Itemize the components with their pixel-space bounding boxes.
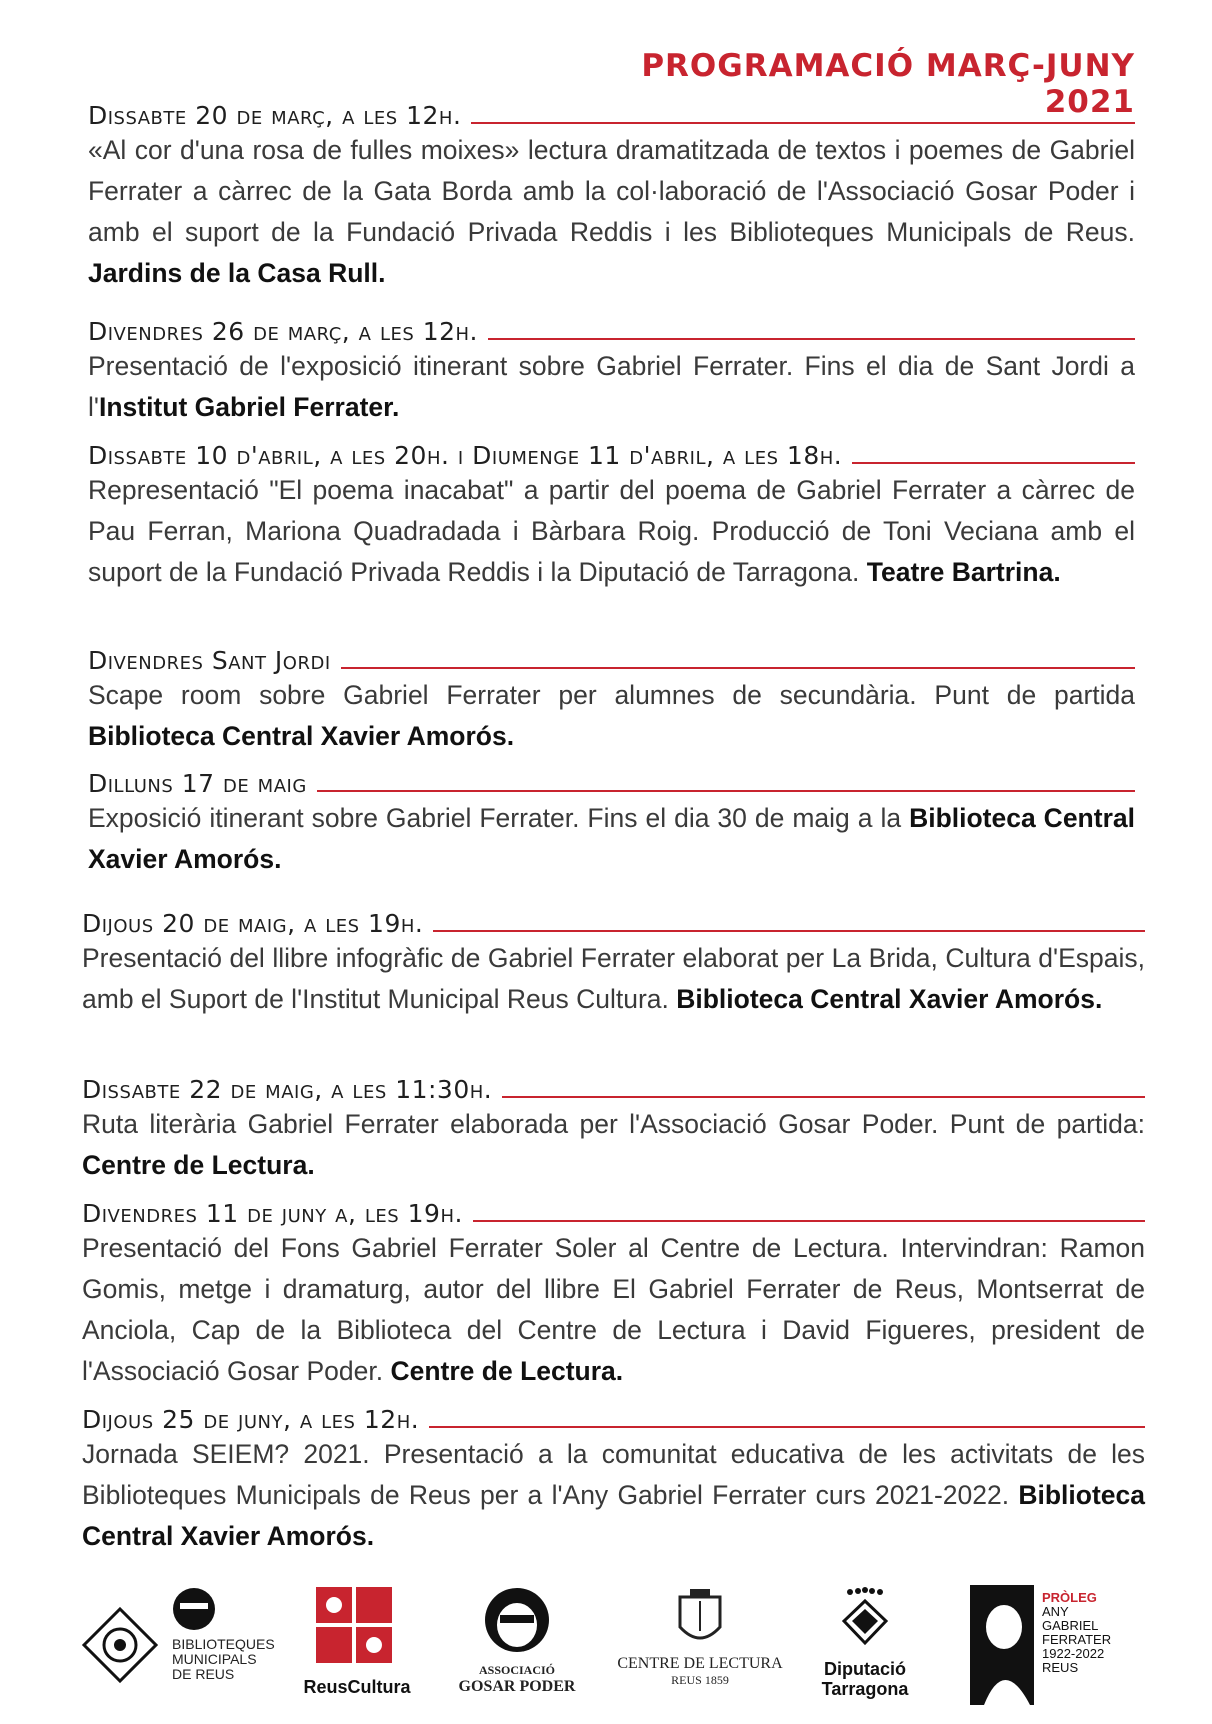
event-heading bbox=[88, 308, 1135, 346]
page-title: PROGRAMACIÓ MARÇ-JUNY 2021 bbox=[641, 48, 1135, 120]
event-venue: Biblioteca Central Xavier Amorós. bbox=[88, 721, 515, 751]
event-heading bbox=[88, 760, 1135, 798]
event-description bbox=[82, 938, 1145, 1020]
event-venue: Biblioteca Central Xavier Amorós. bbox=[88, 803, 1135, 874]
face-silhouette-icon bbox=[482, 1585, 552, 1655]
logo-text: ASSOCIACIÓ bbox=[478, 1663, 556, 1677]
logo-text: DE REUS bbox=[172, 1666, 235, 1682]
red-rule bbox=[317, 790, 1135, 792]
crest-icon bbox=[675, 1587, 725, 1649]
logo-text: 1922-2022 bbox=[1042, 1646, 1105, 1661]
event-item bbox=[88, 637, 1135, 757]
event-venue: Teatre Bartrina. bbox=[866, 557, 1061, 587]
event-heading bbox=[88, 637, 1135, 675]
event-description bbox=[88, 675, 1135, 757]
event-venue: Biblioteca Central Xavier Amorós. bbox=[82, 1480, 1145, 1551]
event-item bbox=[82, 900, 1145, 1020]
event-heading bbox=[82, 1066, 1145, 1104]
event-heading bbox=[82, 900, 1145, 938]
red-rule bbox=[429, 1426, 1145, 1428]
event-venue: Biblioteca Central Xavier Amorós. bbox=[676, 984, 1103, 1014]
event-venue: Centre de Lectura. bbox=[390, 1356, 624, 1386]
logo-text: ReusCultura bbox=[303, 1677, 411, 1697]
event-date: Dijous 25 de juny, a les 12h. bbox=[82, 1405, 420, 1434]
logo-text: REUS 1859 bbox=[671, 1673, 729, 1687]
portrait-silhouette-icon bbox=[970, 1585, 1034, 1705]
sponsor-logos bbox=[70, 1585, 1150, 1705]
logo-text: REUS bbox=[1042, 1660, 1079, 1675]
event-description bbox=[82, 1434, 1145, 1557]
proleg-logo bbox=[970, 1585, 1150, 1705]
event-venue: Institut Gabriel Ferrater. bbox=[98, 392, 400, 422]
centre-lectura-logo bbox=[610, 1585, 790, 1705]
reuscultura-logo bbox=[292, 1585, 422, 1705]
event-heading bbox=[82, 1396, 1145, 1434]
event-description bbox=[88, 346, 1135, 428]
red-rule bbox=[341, 667, 1135, 669]
event-text: Scape room sobre Gabriel Ferrater per alumnes de secundària. Punt de partida bbox=[88, 680, 1135, 710]
biblioteques-logo bbox=[80, 1585, 290, 1705]
event-description bbox=[88, 470, 1135, 593]
logo-text: GABRIEL bbox=[1042, 1618, 1099, 1633]
logo-text: CENTRE DE LECTURA bbox=[617, 1655, 783, 1672]
event-date: Divendres 26 de març, a les 12h. bbox=[88, 317, 479, 346]
event-text: Ruta literària Gabriel Ferrater elaborada per l'Associació Gosar Poder. Punt de partida: bbox=[82, 1109, 1145, 1139]
biblioteques-emblem-icon bbox=[80, 1605, 160, 1685]
gosar-poder-logo bbox=[442, 1585, 592, 1705]
event-text: Exposició itinerant sobre Gabriel Ferrater. Fins el dia 30 de maig a la bbox=[88, 803, 910, 833]
event-text: Presentació de l'exposició itinerant sobre Gabriel Ferrater. Fins el dia de Sant Jordi a l' bbox=[88, 351, 1135, 422]
event-venue: Jardins de la Casa Rull. bbox=[88, 258, 386, 288]
event-item bbox=[88, 308, 1135, 428]
event-item bbox=[88, 432, 1135, 593]
red-rule bbox=[433, 930, 1145, 932]
event-item bbox=[82, 1066, 1145, 1186]
reuscultura-emblem-icon bbox=[314, 1585, 394, 1665]
event-text: Representació "El poema inacabat" a partir del poema de Gabriel Ferrater a càrrec de Pau Ferran, Mariona Quadradada i Bàrbara Roig. Producció de Toni Veciana amb el suport de la Fundació Privada Reddis i la Diputació de Tarragona. bbox=[88, 475, 1135, 587]
event-text: Presentació del llibre infogràfic de Gabriel Ferrater elaborat per La Brida, Cultura d'Espais, amb el Suport de l'Institut Municipal Reus Cultura. bbox=[82, 943, 1145, 1014]
event-date: Dissabte 10 d'abril, a les 20h. i Diumenge 11 d'abril, a les 18h. bbox=[88, 441, 843, 470]
event-date: Divendres Sant Jordi bbox=[88, 646, 331, 675]
red-rule bbox=[473, 1220, 1145, 1222]
logo-text: FERRATER bbox=[1042, 1632, 1112, 1647]
logo-text: Diputació bbox=[823, 1659, 906, 1679]
event-item bbox=[82, 1190, 1145, 1392]
logo-text: BIBLIOTEQUES bbox=[172, 1636, 275, 1652]
biblioteques-circle-icon bbox=[172, 1587, 216, 1631]
logo-text: GOSAR PODER bbox=[458, 1678, 576, 1695]
red-rule bbox=[852, 462, 1135, 464]
red-rule bbox=[488, 338, 1135, 340]
logo-text: PRÒLEG bbox=[1042, 1590, 1097, 1605]
event-item bbox=[88, 760, 1135, 880]
event-description bbox=[82, 1104, 1145, 1186]
crest-icon bbox=[840, 1587, 890, 1647]
event-heading bbox=[82, 1190, 1145, 1228]
event-date: Dilluns 17 de maig bbox=[88, 769, 307, 798]
red-rule bbox=[471, 122, 1135, 124]
event-text: Jornada SEIEM? 2021. Presentació a la comunitat educativa de les activitats de les Biblioteques Municipals de Reus per a l'Any Gabriel Ferrater curs 2021-2022. bbox=[82, 1439, 1145, 1510]
event-date: Divendres 11 de juny a, les 19h. bbox=[82, 1199, 463, 1228]
red-rule bbox=[502, 1096, 1145, 1098]
event-venue: Centre de Lectura. bbox=[82, 1150, 315, 1180]
logo-text: ANY bbox=[1042, 1604, 1069, 1619]
event-date: Dijous 20 de maig, a les 19h. bbox=[82, 909, 424, 938]
logo-text: Tarragona bbox=[821, 1679, 909, 1699]
event-heading bbox=[88, 92, 1135, 130]
logo-text: MUNICIPALS bbox=[172, 1651, 257, 1667]
event-description bbox=[88, 130, 1135, 294]
event-date: Dissabte 22 de maig, a les 11:30h. bbox=[82, 1075, 493, 1104]
event-description bbox=[88, 798, 1135, 880]
event-text: «Al cor d'una rosa de fulles moixes» lectura dramatitzada de textos i poemes de Gabriel Ferrater a càrrec de la Gata Borda amb la col·laboració de l'Associació Gosar Poder i amb el suport de la Fundació Privada Reddis i les Biblioteques Municipals de Reus. bbox=[88, 135, 1135, 247]
event-heading bbox=[88, 432, 1135, 470]
event-item bbox=[82, 1396, 1145, 1557]
event-description bbox=[82, 1228, 1145, 1392]
event-date: Dissabte 20 de març, a les 12h. bbox=[88, 101, 462, 130]
event-item bbox=[88, 92, 1135, 294]
event-text: Presentació del Fons Gabriel Ferrater Soler al Centre de Lectura. Intervindran: Ramon Gomis, metge i dramaturg, autor del llibre El Gabriel Ferrater de Reus, Montserrat de Anciola, Cap de la Biblioteca del Centre de Lectura i David Figueres, president de l'Associació Gosar Poder. bbox=[82, 1233, 1145, 1386]
diputacio-logo bbox=[810, 1585, 920, 1705]
